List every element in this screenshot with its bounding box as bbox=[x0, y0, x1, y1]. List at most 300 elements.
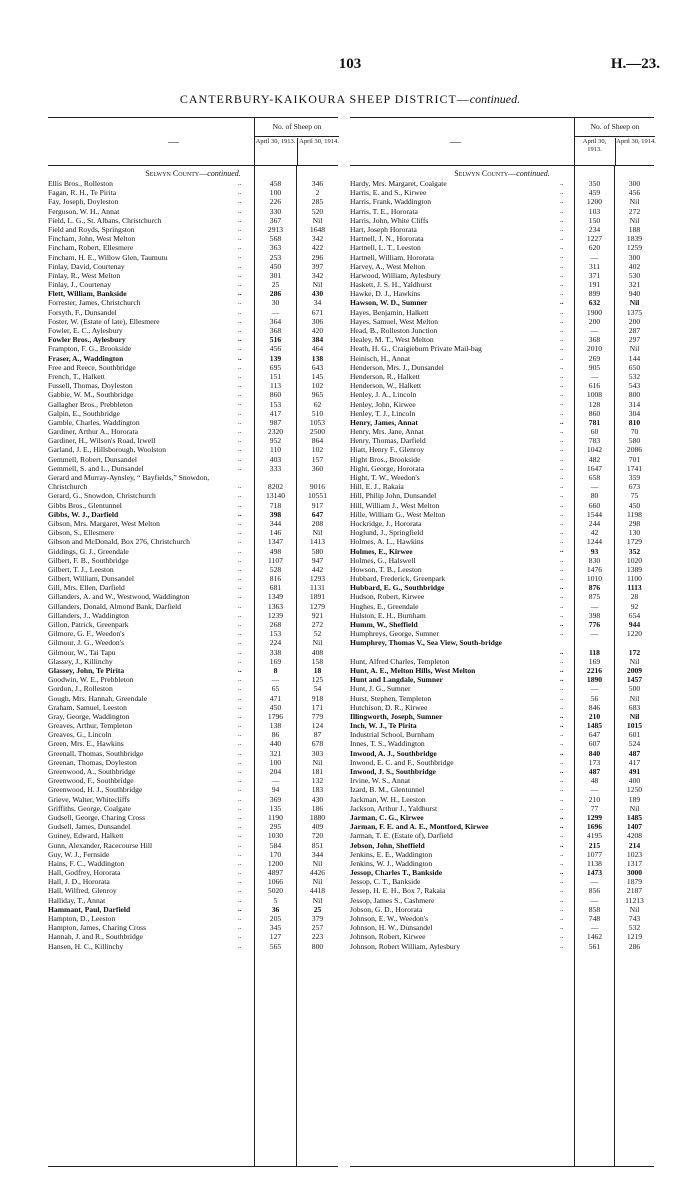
sheep-1914-value: 1457 bbox=[626, 675, 643, 685]
owner-name: Henry, Thomas, Darfield bbox=[350, 436, 426, 446]
owner-name: Field and Royds, Springston bbox=[48, 224, 135, 234]
sheep-1913-value: 2010 bbox=[586, 344, 603, 354]
owner-name: Henley, J. A., Lincoln bbox=[350, 390, 417, 400]
sheep-count-header bbox=[574, 118, 655, 165]
sheep-1913-value: 1190 bbox=[268, 812, 283, 822]
leader-dots: .. bbox=[238, 188, 242, 197]
table-row bbox=[350, 730, 654, 739]
leader-dots: .. bbox=[238, 574, 242, 583]
table-row bbox=[48, 409, 338, 418]
owner-name: Hughes, E., Greendale bbox=[350, 601, 419, 611]
leader-dots: .. bbox=[560, 665, 564, 674]
leader-dots: .. bbox=[560, 849, 564, 858]
owner-name: Gabbie, W. M., Southbridge bbox=[48, 390, 134, 400]
sheep-1914-value: 2009 bbox=[626, 665, 643, 675]
sheep-1914-value: 532 bbox=[628, 923, 641, 933]
owner-name: Flett, William, Bankside bbox=[48, 289, 127, 299]
table-row bbox=[48, 243, 338, 252]
left-column-table bbox=[48, 117, 338, 1167]
leader-dots: .. bbox=[238, 243, 242, 252]
owner-name: Haskett, J. S. H., Yaldhurst bbox=[350, 280, 432, 290]
sheep-1914-value: 54 bbox=[313, 684, 322, 694]
table-row bbox=[48, 859, 338, 868]
sheep-1914-value: 720 bbox=[311, 831, 324, 841]
leader-dots: .. bbox=[238, 675, 242, 684]
sheep-1914-value: 145 bbox=[311, 371, 324, 381]
table-row bbox=[48, 822, 338, 831]
table-row bbox=[48, 308, 338, 317]
sheep-1914-value: 940 bbox=[628, 289, 641, 299]
leader-dots: .. bbox=[238, 482, 242, 491]
table-row bbox=[48, 289, 338, 298]
leader-dots: .. bbox=[238, 610, 242, 619]
page-title bbox=[0, 92, 700, 107]
sheep-1913-value: 56 bbox=[590, 693, 599, 703]
sheep-1913-value: 94 bbox=[271, 785, 280, 795]
table-row bbox=[350, 850, 654, 859]
table-row bbox=[350, 776, 654, 785]
table-row bbox=[48, 455, 338, 464]
sheep-1914-value: 701 bbox=[628, 454, 641, 464]
sheep-1913-value: 830 bbox=[588, 555, 601, 565]
owner-name: Jessop, Charles T., Bankside bbox=[350, 868, 443, 878]
sheep-1913-value: 450 bbox=[269, 261, 282, 271]
owner-name: Jessep, H. E. H., Box 7, Rakaia bbox=[350, 886, 446, 896]
sheep-1913-value: 268 bbox=[269, 620, 282, 630]
owner-name: Hight, George, Hororata bbox=[350, 463, 425, 473]
leader-dots: .. bbox=[560, 583, 564, 592]
leader-dots: .. bbox=[238, 289, 242, 298]
owner-name: Finlay, David, Courtenay bbox=[48, 261, 125, 271]
sheep-1914-value: 52 bbox=[313, 629, 322, 639]
table-row bbox=[350, 271, 654, 280]
leader-dots: .. bbox=[560, 941, 564, 950]
sheep-1914-value: 189 bbox=[628, 794, 641, 804]
owner-name: Hall, Godfrey, Hororata bbox=[48, 868, 121, 878]
sheep-1913-value: 200 bbox=[588, 316, 601, 326]
owner-name: Humphreys, George, Sumner bbox=[350, 629, 439, 639]
table-row bbox=[350, 427, 654, 436]
sheep-1914-value: 422 bbox=[311, 243, 324, 253]
sheep-1913-value: 403 bbox=[269, 454, 282, 464]
leader-dots: .. bbox=[560, 289, 564, 298]
leader-dots: .. bbox=[238, 261, 242, 270]
sheep-1913-value: 1363 bbox=[267, 601, 284, 611]
owner-name: Gilbert, F. B., Southbridge bbox=[48, 555, 129, 565]
sheep-1914-value: 303 bbox=[311, 748, 324, 758]
sheep-1913-value: 65 bbox=[271, 684, 280, 694]
table-row bbox=[48, 280, 338, 289]
owner-name: Hulston, E. H., Burnham bbox=[350, 610, 426, 620]
table-row bbox=[48, 501, 338, 510]
owner-name: Fincham, H. E., Willow Glen, Taumutu bbox=[48, 252, 168, 262]
section-continued: continued. bbox=[207, 169, 241, 178]
table-row bbox=[350, 914, 654, 923]
table-row bbox=[48, 436, 338, 445]
sheep-1913-value: 42 bbox=[590, 528, 599, 538]
leader-dots: .. bbox=[238, 518, 242, 527]
owner-name: Inwood, E. C. and F., Southbridge bbox=[350, 757, 454, 767]
owner-name: Garland, J. E., Hillsborough, Woolston bbox=[48, 445, 166, 455]
sheep-1913-value: 1796 bbox=[267, 711, 284, 721]
leader-dots: .. bbox=[238, 371, 242, 380]
sheep-1914-value: 384 bbox=[311, 335, 324, 345]
table-row bbox=[350, 234, 654, 243]
table-row bbox=[350, 363, 654, 372]
leader-dots: .. bbox=[238, 215, 242, 224]
owner-name: Gallagher Bros., Prebbleton bbox=[48, 399, 133, 409]
leader-dots: .. bbox=[560, 794, 564, 803]
sheep-1914-value: Nil bbox=[629, 197, 640, 207]
leader-dots: .. bbox=[560, 868, 564, 877]
leader-dots: .. bbox=[560, 601, 564, 610]
owner-name: Fowler Bros., Aylesbury bbox=[48, 335, 126, 345]
leader-dots: .. bbox=[238, 178, 242, 187]
leader-dots: .. bbox=[238, 197, 242, 206]
owner-name: Gardiner, H., Wilson's Road, Irwell bbox=[48, 436, 156, 446]
section-title: Selwyn County— bbox=[145, 169, 208, 178]
sheep-1914-value: Nil bbox=[629, 215, 640, 225]
leader-dots: .. bbox=[238, 702, 242, 711]
table-row bbox=[48, 758, 338, 767]
owner-name: Gray, George, Waddington bbox=[48, 711, 130, 721]
sheep-1913-value: 816 bbox=[269, 574, 282, 584]
owner-name: Hille, William G., West Melton bbox=[350, 509, 446, 519]
table-row bbox=[350, 216, 654, 225]
sheep-1913-value: 568 bbox=[269, 234, 282, 244]
leader-dots: .. bbox=[560, 206, 564, 215]
table-row bbox=[350, 565, 654, 574]
leader-dots: .. bbox=[560, 215, 564, 224]
leader-dots: .. bbox=[238, 693, 242, 702]
leader-dots: .. bbox=[560, 757, 564, 766]
leader-dots: .. bbox=[560, 684, 564, 693]
table-row bbox=[350, 657, 654, 666]
table-row bbox=[48, 473, 338, 491]
leader-dots: .. bbox=[238, 353, 242, 362]
table-row bbox=[48, 620, 338, 629]
leader-dots: .. bbox=[560, 693, 564, 702]
leader-dots: .. bbox=[238, 537, 242, 546]
leader-dots: .. bbox=[238, 840, 242, 849]
owner-name: Hammant, Paul, Darfield bbox=[48, 904, 131, 914]
sheep-1913-value: 234 bbox=[588, 224, 601, 234]
sheep-1913-value: 616 bbox=[588, 381, 601, 391]
table-row bbox=[350, 344, 654, 353]
sheep-1913-value: 1200 bbox=[267, 858, 284, 868]
leader-dots: .. bbox=[560, 243, 564, 252]
owner-name: Jenkins, E. E., Waddington bbox=[350, 849, 433, 859]
sheep-1913-value: 110 bbox=[269, 445, 282, 455]
table-row bbox=[350, 556, 654, 565]
owner-name: Hayes, Samuel, West Melton bbox=[350, 316, 439, 326]
table-row bbox=[350, 298, 654, 307]
sheep-1913-value: 321 bbox=[269, 748, 282, 758]
sheep-1914-value: 1389 bbox=[626, 564, 643, 574]
sheep-1914-value: 157 bbox=[311, 454, 324, 464]
owner-name: Jackson, Arthur J., Yaldhurst bbox=[350, 803, 438, 813]
table-row bbox=[350, 436, 654, 445]
owner-name: Jarman, T. E. (Estate of), Darfield bbox=[350, 831, 453, 841]
sheep-1913-value: 398 bbox=[269, 509, 282, 519]
sheep-1914-value: 487 bbox=[628, 748, 641, 758]
sheep-1913-value: 647 bbox=[588, 730, 601, 740]
table-row bbox=[350, 418, 654, 427]
table-row bbox=[48, 923, 338, 932]
owner-name: Frampton, F. G., Brookside bbox=[48, 344, 132, 354]
sheep-1914-value: 1131 bbox=[310, 583, 325, 593]
owner-name: Hawke, D. J., Hawkins bbox=[350, 289, 421, 299]
sheep-1913-value: 607 bbox=[588, 739, 601, 749]
sheep-1913-value: 2320 bbox=[267, 427, 284, 437]
table-row bbox=[350, 877, 654, 886]
sheep-1913-value: 1244 bbox=[586, 537, 603, 547]
sheep-1914-value: 75 bbox=[630, 491, 639, 501]
sheep-1913-value: 253 bbox=[269, 252, 282, 262]
leader-dots: .. bbox=[560, 528, 564, 537]
sheep-1913-value: 487 bbox=[588, 767, 601, 777]
sheep-1913-value: 776 bbox=[588, 620, 601, 629]
owner-name: Henderson, Mrs. J., Dunsandel bbox=[350, 362, 444, 372]
sheep-1914-value: 4418 bbox=[309, 886, 326, 896]
sheep-1914-value: 62 bbox=[313, 399, 322, 409]
table-row bbox=[48, 565, 338, 574]
table-row bbox=[350, 694, 654, 703]
sheep-1914-value: 510 bbox=[311, 408, 324, 418]
leader-dots: .. bbox=[238, 932, 242, 941]
sheep-1914-value: 491 bbox=[628, 767, 641, 777]
leader-dots: .. bbox=[560, 408, 564, 417]
owner-name: Halliday, T., Annat bbox=[48, 895, 106, 905]
owner-name: Greenan, Thomas, Doyleston bbox=[48, 757, 137, 767]
year-1914-header: April 30, 1914. bbox=[297, 138, 340, 165]
leader-dots: .. bbox=[560, 886, 564, 895]
leader-dots: .. bbox=[238, 280, 242, 289]
table-row bbox=[350, 804, 654, 813]
owner-name: Gordon, J., Rolleston bbox=[48, 684, 113, 694]
sheep-1914-value: 1375 bbox=[626, 307, 643, 317]
sheep-1913-value: 371 bbox=[588, 270, 601, 280]
leader-dots: .. bbox=[560, 270, 564, 279]
table-row bbox=[48, 767, 338, 776]
leader-dots: .. bbox=[238, 656, 242, 665]
table-row bbox=[48, 932, 338, 941]
year-1913-header: April 30, 1913. bbox=[582, 138, 607, 153]
sheep-1913-value: 718 bbox=[269, 500, 282, 510]
table-row bbox=[350, 666, 654, 675]
sheep-1914-value: 851 bbox=[311, 840, 324, 850]
leader-dots: .. bbox=[560, 914, 564, 922]
owner-name: Finlay, J., Courtenay bbox=[48, 280, 111, 290]
table-row bbox=[48, 942, 338, 951]
leader-dots: .. bbox=[560, 812, 564, 821]
owner-name: Gibbs, W. J., Darfield bbox=[48, 509, 119, 519]
sheep-1913-value: — bbox=[271, 675, 280, 685]
leader-dots: .. bbox=[238, 730, 242, 739]
sheep-1914-value: 286 bbox=[628, 941, 641, 951]
sheep-1914-value: 223 bbox=[311, 932, 324, 942]
leader-dots: .. bbox=[238, 748, 242, 757]
sheep-1914-value: 321 bbox=[628, 280, 641, 290]
sheep-count-header bbox=[254, 118, 339, 165]
sheep-1914-value: 342 bbox=[311, 234, 324, 244]
owner-name: Hart, Joseph Hororata bbox=[350, 224, 417, 234]
leader-dots: .. bbox=[238, 528, 242, 537]
leader-dots: .. bbox=[560, 546, 564, 555]
owner-name: Hiatt, Henry F., Glenroy bbox=[350, 445, 425, 455]
sheep-1914-value: 456 bbox=[628, 188, 641, 198]
sheep-1913-value: 8 bbox=[273, 665, 278, 675]
table-row bbox=[48, 675, 338, 684]
table-row bbox=[48, 804, 338, 813]
leader-dots: .. bbox=[238, 224, 242, 233]
sheep-1913-value: 100 bbox=[269, 188, 282, 198]
sheep-1913-value: 561 bbox=[588, 941, 601, 951]
table-row bbox=[48, 197, 338, 206]
owner-name: Head, B., Rolleston Junction bbox=[350, 326, 438, 335]
table-row bbox=[48, 730, 338, 739]
sheep-1914-value: 144 bbox=[628, 353, 641, 363]
owner-name: Irvine, W. S., Annat bbox=[350, 776, 411, 786]
owner-name: Greenwood, A., Southbridge bbox=[48, 767, 136, 777]
leader-dots: .. bbox=[560, 564, 564, 573]
owner-name: Gillanders, Donald, Almond Bank, Darfield bbox=[48, 601, 182, 611]
leader-dots: .. bbox=[238, 767, 242, 775]
leader-dots: .. bbox=[560, 316, 564, 325]
sheep-1914-value: 300 bbox=[628, 252, 641, 262]
sheep-1913-value: 169 bbox=[588, 656, 601, 666]
leader-dots: .. bbox=[560, 252, 564, 261]
leader-dots: .. bbox=[238, 234, 242, 243]
owner-name: Jobson, G. D., Hororata bbox=[350, 904, 423, 914]
page-number: 103 bbox=[338, 56, 362, 72]
leader-dots: .. bbox=[560, 445, 564, 454]
owner-name: Jackman, W. H., Leeston bbox=[350, 794, 426, 804]
owner-name: Forrester, James, Christchurch bbox=[48, 298, 141, 308]
leader-dots: .. bbox=[238, 583, 242, 592]
sheep-1914-value: 138 bbox=[311, 353, 324, 363]
owner-name: Johnson, Robert, Kirwee bbox=[350, 932, 426, 942]
owner-name: Gibson, S., Ellesmere bbox=[48, 528, 115, 538]
sheep-1914-value: 359 bbox=[628, 473, 641, 482]
leader-dots: .. bbox=[238, 316, 242, 325]
header-dash: — bbox=[168, 136, 179, 148]
sheep-1913-value: — bbox=[590, 629, 599, 639]
owner-name: Jessop, C. T., Bankside bbox=[350, 877, 421, 887]
table-row bbox=[350, 905, 654, 914]
leader-dots: .. bbox=[560, 362, 564, 371]
table-row bbox=[350, 841, 654, 850]
sheep-1913-value: 748 bbox=[588, 914, 601, 924]
sheep-1914-value: 800 bbox=[628, 390, 641, 400]
sheep-1914-value: 124 bbox=[311, 721, 324, 731]
leader-dots: .. bbox=[560, 381, 564, 390]
sheep-1914-value: 10551 bbox=[308, 491, 327, 501]
sheep-1913-value: 330 bbox=[269, 206, 282, 216]
sheep-1913-value: 5020 bbox=[267, 886, 284, 896]
leader-dots: .. bbox=[238, 555, 242, 564]
sheep-1914-value: 810 bbox=[628, 417, 641, 427]
table-row bbox=[350, 822, 654, 831]
sheep-1914-value: 34 bbox=[313, 298, 322, 308]
table-row bbox=[350, 629, 654, 638]
leader-dots: .. bbox=[238, 546, 242, 555]
sheep-1914-value: 102 bbox=[311, 445, 324, 455]
owner-name: Heath, H. G., Craigieburn Private Mail-bag bbox=[350, 344, 482, 354]
sheep-1914-value: Nil bbox=[629, 656, 640, 666]
sheep-1914-value: 917 bbox=[311, 500, 324, 510]
owner-name: Henry, James, Annat bbox=[350, 417, 418, 427]
leader-dots: .. bbox=[560, 261, 564, 270]
owner-name: Hampton, D., Leeston bbox=[48, 914, 116, 924]
sheep-1914-value: 188 bbox=[628, 224, 641, 234]
sheep-1913-value: 113 bbox=[269, 381, 282, 391]
table-row bbox=[48, 666, 338, 675]
leader-dots: .. bbox=[238, 914, 242, 922]
sheep-1913-value: 1042 bbox=[586, 445, 603, 455]
leader-dots: .. bbox=[560, 730, 564, 739]
sheep-1914-value: 1413 bbox=[309, 537, 326, 547]
sheep-1914-value: 409 bbox=[311, 822, 324, 832]
sheep-1914-value: 580 bbox=[311, 546, 324, 556]
leader-dots: .. bbox=[238, 638, 242, 647]
owner-name: Hawson, W. D., Sumner bbox=[350, 298, 428, 308]
table-row bbox=[48, 602, 338, 611]
sheep-1913-value: 118 bbox=[589, 647, 600, 657]
owner-name: Hill, William J., West Melton bbox=[350, 500, 440, 510]
leader-dots: .. bbox=[238, 335, 242, 344]
leader-dots: .. bbox=[238, 629, 242, 638]
owner-name: Holmes, E., Kirwee bbox=[350, 546, 413, 556]
leader-dots: .. bbox=[560, 721, 564, 730]
owner-name: Griffiths, George, Coalgate bbox=[48, 803, 131, 813]
table-row bbox=[48, 850, 338, 859]
leader-dots: .. bbox=[238, 252, 242, 261]
sheep-1913-value: 1473 bbox=[586, 868, 603, 878]
sheep-1913-value: 2216 bbox=[586, 665, 603, 675]
sheep-1914-value: 1293 bbox=[309, 574, 326, 584]
sheep-1913-value: — bbox=[590, 684, 599, 694]
owner-name: Fowler, E. C., Aylesbury bbox=[48, 326, 123, 335]
leader-dots: .. bbox=[560, 454, 564, 463]
sheep-1914-value: 257 bbox=[311, 923, 324, 933]
owner-name: Gill, Mrs. Ellen, Darfield bbox=[48, 583, 125, 593]
sheep-1913-value: 286 bbox=[269, 289, 282, 299]
sheep-1913-value: 1077 bbox=[586, 849, 603, 859]
sheep-1914-value: 171 bbox=[311, 702, 324, 712]
sheep-1913-value: — bbox=[590, 895, 599, 905]
table-row bbox=[48, 684, 338, 693]
owner-name: Johnson, Robert William, Aylesbury bbox=[350, 941, 461, 951]
sheep-1914-value: 500 bbox=[628, 684, 641, 694]
owner-name: Grieve, Walter, Whitecliffs bbox=[48, 794, 130, 804]
table-row bbox=[350, 749, 654, 758]
table-row bbox=[48, 749, 338, 758]
leader-dots: .. bbox=[560, 344, 564, 353]
sheep-1913-value: 86 bbox=[271, 730, 280, 740]
table-row bbox=[350, 896, 654, 905]
sheep-1914-value: 430 bbox=[311, 289, 324, 299]
table-row bbox=[48, 363, 338, 372]
sheep-1914-value: 214 bbox=[628, 840, 641, 850]
section-title: Selwyn County— bbox=[454, 169, 517, 178]
sheep-1913-value: 899 bbox=[588, 289, 601, 299]
sheep-1914-value: 25 bbox=[313, 904, 322, 914]
table-row bbox=[48, 427, 338, 436]
title-continued: continued. bbox=[469, 92, 521, 106]
leader-dots: .. bbox=[238, 877, 242, 886]
table-row bbox=[350, 289, 654, 298]
